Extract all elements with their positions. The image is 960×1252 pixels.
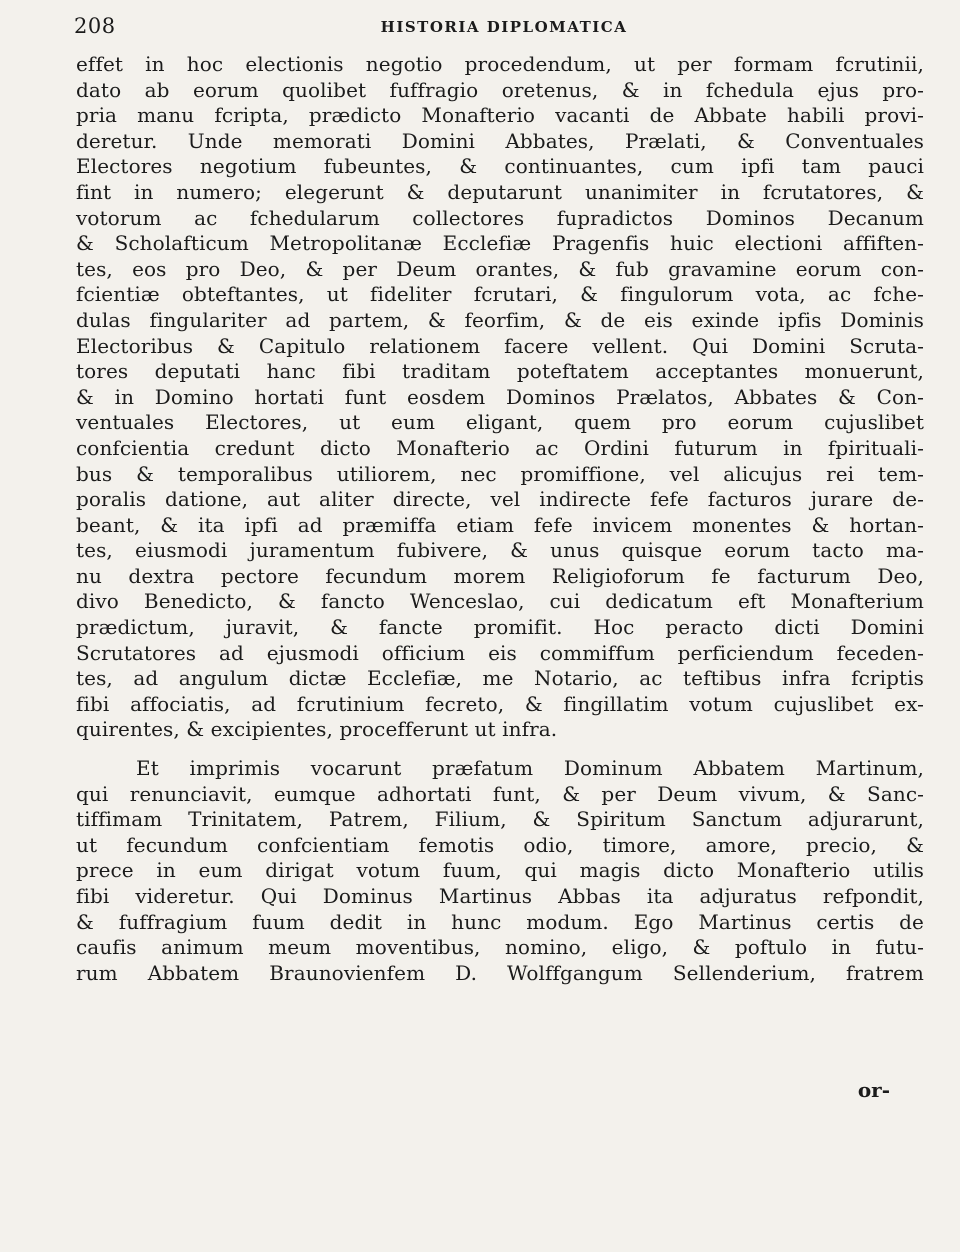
text-line: ut fecundum confcientiam femotis odio, timore, amore, precio, & [76,832,924,857]
text-line: bus & temporalibus utiliorem, nec promiffione, vel alicujus rei tem- [76,461,924,486]
text-line: prece in eum dirigat votum fuum, qui magis dicto Monafterio utilis [76,858,924,883]
text-line: Electoribus & Capitulo relationem facere vellent. Qui Domini Scruta- [76,333,924,358]
text-line: dulas fingulariter ad partem, & feorfim, & de eis exinde ipfis Dominis [76,307,924,332]
text-line: deretur. Unde memorati Domini Abbates, Prælati, & Conventuales [76,128,924,153]
catchword: or- [857,1078,890,1102]
text-line: rum Abbatem Braunovienfem D. Wolffgangum Sellenderium, fratrem [76,960,924,985]
text-line: & in Domino hortati funt eosdem Dominos Prælatos, Abbates & Con- [76,384,924,409]
text-line: poralis datione, aut aliter directe, vel indirecte fefe facturos jurare de- [76,487,924,512]
text-line: tes, eos pro Deo, & per Deum orantes, & fub gravamine eorum con- [76,256,924,281]
running-title: HISTORIA DIPLOMATICA [380,18,628,36]
text-line: tes, ad angulum dictæ Ecclefiæ, me Notario, ac teftibus infra fcriptis [76,666,924,691]
text-line: tiffimam Trinitatem, Patrem, Filium, & Spiritum Sanctum adjurarunt, [76,807,924,832]
text-line: & Scholafticum Metropolitanæ Ecclefiæ Pragenfis huic electioni affiften- [76,231,924,256]
page-header [74,14,934,44]
text-line: & fuffragium fuum dedit in hunc modum. Ego Martinus certis de [76,909,924,934]
text-line: caufis animum meum moventibus, nomino, eligo, & poftulo in futu- [76,935,924,960]
text-line: nu dextra pectore fecundum morem Religioforum fe facturum Deo, [76,563,924,588]
text-line: prædictum, juravit, & fancte promifit. Hoc peracto dicti Domini [76,615,924,640]
body-text [76,52,924,986]
text-line: quirentes, & excipientes, procefferunt ut infra. [76,717,558,742]
text-line: votorum ac fchedularum collectores fupradictos Dominos Decanum [76,205,924,230]
text-line: effet in hoc electionis negotio procedendum, ut per formam fcrutinii, [76,52,924,76]
text-line: divo Benedicto, & fancto Wenceslao, cui dedicatum eft Monafterium [76,589,924,614]
text-line: tores deputati hanc fibi traditam poteftatem acceptantes monuerunt, [76,359,924,384]
paragraph [76,756,924,986]
text-line: Et imprimis vocarunt præfatum Dominum Abbatem Martinum, [136,756,924,781]
text-line: confcientia credunt dicto Monafterio ac Ordini futurum in fpirituali- [76,435,924,460]
text-line: tes, eiusmodi juramentum fubivere, & unus quisque eorum tacto ma- [76,538,924,563]
text-line: dato ab eorum quolibet fuffragio oretenus, & in fchedula ejus pro- [76,77,924,102]
paragraph [76,52,924,743]
page-number: 208 [74,14,116,38]
text-line: Electores negotium fubeuntes, & continuantes, cum ipfi tam pauci [76,154,924,179]
text-line: beant, & ita ipfi ad præmiffa etiam fefe invicem monentes & hortan- [76,512,924,537]
text-line: fcientiæ obteftantes, ut fideliter fcrutari, & fingulorum vota, ac fche- [76,282,924,307]
text-line: Scrutatores ad ejusmodi officium eis commiffum perficiendum feceden- [76,640,924,665]
text-line: ventuales Electores, ut eum eligant, quem pro eorum cujuslibet [76,410,924,435]
text-line: qui renunciavit, eumque adhortati funt, & per Deum vivum, & Sanc- [76,781,924,806]
text-line: fint in numero; elegerunt & deputarunt unanimiter in fcrutatores, & [76,179,924,204]
text-line: pria manu fcripta, prædicto Monafterio vacanti de Abbate habili provi- [76,103,924,128]
text-line: fibi videretur. Qui Dominus Martinus Abbas ita adjuratus refpondit, [76,884,924,908]
text-line: fibi affociatis, ad fcrutinium fecreto, & fingillatim votum cujuslibet ex- [76,691,924,716]
